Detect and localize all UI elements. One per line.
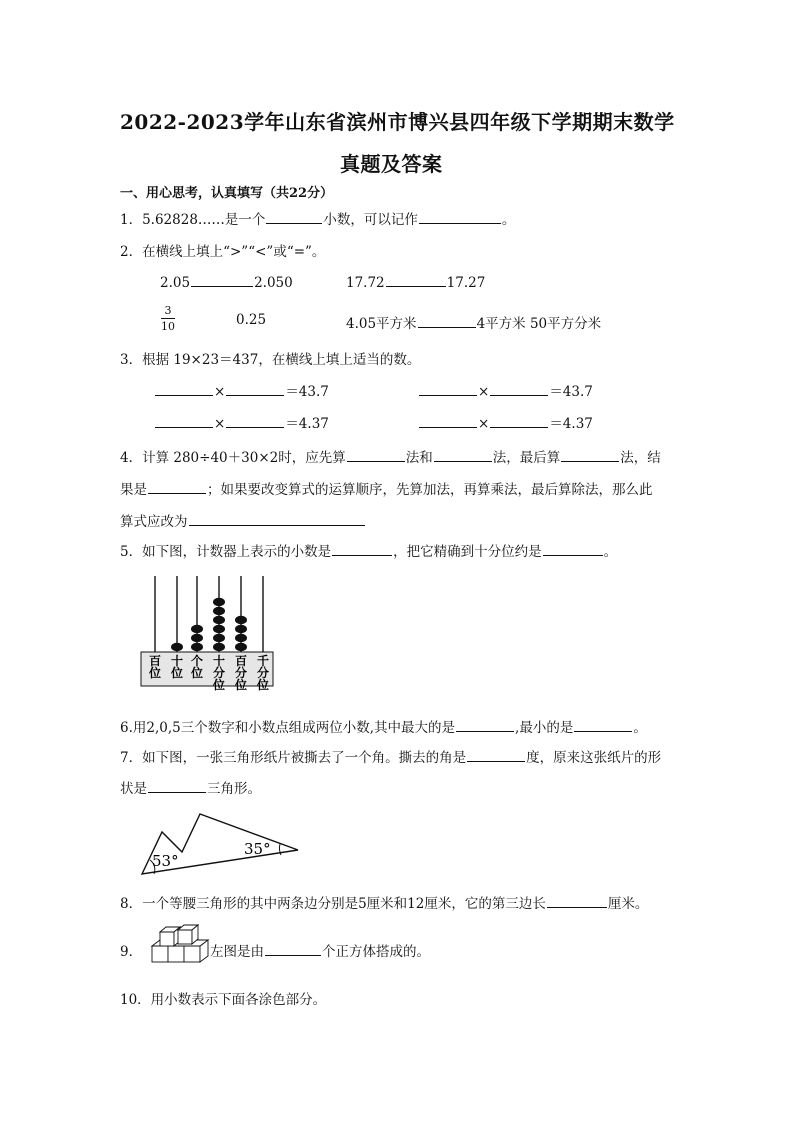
question-3-stem: 3．根据 19×23＝437，在横线上填上适当的数。 [120,352,421,368]
answer-blank[interactable] [266,209,322,224]
abacus-bead [213,607,225,615]
abacus-bead [191,625,203,633]
question-7-line2 [120,777,261,797]
q1-text-a: 1．5.62828……是一个 [120,212,266,228]
q7-text: 三角形。 [207,781,261,797]
abacus-place-label: 位 [170,666,184,680]
times-sign: × [214,384,226,400]
q2-value: 17.27 [446,275,486,291]
times-sign: × [478,384,490,400]
abacus-place-label: 百 [148,654,162,668]
q4-text: 算式应改为 [120,514,188,530]
answer-blank[interactable] [547,893,607,908]
question-6 [120,716,647,736]
q4-text: ；如果要改变算式的运算顺序，先算加法，再算乘法，最后算除法，那么此 [207,482,653,498]
q2-row1-right [346,272,485,291]
abacus-place-label: 位 [234,678,248,692]
abacus-figure [140,574,280,700]
abacus-bead [213,643,225,651]
question-10: 10．用小数表示下面各涂色部分。 [120,992,327,1008]
abacus-place-label: 位 [212,678,226,692]
fraction-three-tenths [161,304,175,333]
abacus-bead [235,625,247,633]
abacus-place-label: 千 [256,654,270,668]
q3-eq2 [418,380,593,400]
q2-value: 17.72 [346,275,385,291]
q6-text: 。 [633,720,647,736]
q3-result: ＝4.37 [285,416,329,432]
section-heading: 一、用心思考，认真填写（共22分） [120,186,334,201]
answer-blank[interactable] [467,747,525,762]
q2-value: 2.05 [160,275,191,291]
answer-blank[interactable] [155,413,213,428]
answer-blank[interactable] [191,272,253,287]
abacus-place-label: 分 [256,666,270,680]
question-2-stem: 2．在横线上填上“>”“<”或“=”。 [120,244,326,260]
q7-text: 度，原来这张纸片的形 [526,750,662,766]
answer-blank[interactable] [226,413,284,428]
answer-blank[interactable] [189,511,365,526]
fraction-denominator: 10 [161,320,175,333]
q4-text: 法，最后算 [492,450,561,466]
abacus-bead [191,634,203,642]
question-5 [120,540,617,560]
q4-text: 法，结 [620,450,661,466]
q6-text: ,最小的是 [515,720,574,736]
q9-text: 个正方体搭成的。 [322,944,430,960]
answer-blank[interactable] [332,541,392,556]
q2-value: 4平方米 50平方分米 [476,316,602,332]
torn-triangle-figure [140,810,306,878]
answer-blank[interactable] [419,209,501,224]
answer-blank[interactable] [574,717,632,732]
abacus-bead [171,643,183,651]
abacus-bead [235,634,247,642]
answer-blank[interactable] [148,479,206,494]
abacus-bead [213,634,225,642]
question-1 [120,208,515,228]
angle-label-right: 35° [244,840,271,858]
cube-stack-figure [142,922,212,968]
abacus-bead [213,598,225,606]
abacus-place-label: 位 [256,678,270,692]
q4-text: 4．计算 280÷40＋30×2时，应先算 [120,450,346,466]
abacus-place-label: 十 [170,654,184,668]
answer-blank[interactable] [155,381,213,396]
abacus-place-label: 位 [148,666,162,680]
abacus-place-label: 位 [190,666,204,680]
q4-text: 果是 [120,482,147,498]
times-sign: × [478,416,490,432]
q1-text-b: 小数，可以记作 [323,212,418,228]
answer-blank[interactable] [226,381,284,396]
q3-eq3 [154,412,329,432]
q7-text: 7．如下图，一张三角形纸片被撕去了一个角。撕去的角是 [120,750,467,766]
answer-blank[interactable] [561,447,619,462]
abacus-bead [213,616,225,624]
q2-row1-left [160,272,293,291]
abacus-bead [235,643,247,651]
page-subtitle: 真题及答案 [340,152,443,176]
q2-row2-right [346,312,601,332]
q5-text: 5．如下图，计数器上表示的小数是 [120,544,332,560]
answer-blank[interactable] [419,413,477,428]
answer-blank[interactable] [543,541,603,556]
page-title: 2022-2023学年山东省滨州市博兴县四年级下学期期末数学 [120,110,675,134]
q3-result: ＝43.7 [285,384,329,400]
abacus-place-label: 百 [234,654,248,668]
question-7-line1 [120,746,661,766]
question-9-text [210,940,430,960]
q8-text: 厘米。 [607,896,649,912]
answer-blank[interactable] [456,717,514,732]
answer-blank[interactable] [347,447,405,462]
answer-blank[interactable] [418,313,476,328]
times-sign: × [214,416,226,432]
q1-text-c: 。 [501,212,516,228]
q3-result: ＝43.7 [549,384,593,400]
q2-value: 0.25 [236,312,267,328]
abacus-bead [191,643,203,651]
q6-text: 6.用2,0,5三个数字和小数点组成两位小数,其中最大的是 [120,720,456,736]
abacus-place-label: 个 [190,654,204,668]
question-9-number: 9． [120,944,143,960]
q3-eq4 [418,412,593,432]
answer-blank[interactable] [490,381,548,396]
abacus-place-label: 分 [234,666,248,680]
answer-blank[interactable] [386,272,446,287]
q3-eq1 [154,380,329,400]
q7-text: 状是 [120,781,147,797]
q2-value: 4.05平方米 [346,316,417,332]
q9-text: 左图是由 [210,944,264,960]
q4-text: 法和 [405,450,433,466]
q2-value: 2.050 [254,275,293,291]
question-8 [120,892,648,912]
abacus-place-label: 分 [212,666,226,680]
answer-blank[interactable] [148,778,206,793]
q5-text: 。 [603,544,618,560]
angle-label-left: 53° [152,852,179,870]
fraction-numerator: 3 [164,304,172,317]
abacus-place-label: 十 [212,654,226,668]
question-4-line2 [120,478,653,498]
abacus-bead [213,625,225,633]
q8-text: 8．一个等腰三角形的其中两条边分别是5厘米和12厘米，它的第三边长 [120,896,546,912]
q3-result: ＝4.37 [549,416,593,432]
answer-blank[interactable] [265,941,321,956]
q5-text: ，把它精确到十分位约是 [393,544,542,560]
answer-blank[interactable] [419,381,477,396]
answer-blank[interactable] [434,447,492,462]
abacus-bead [235,616,247,624]
question-4-line1 [120,446,661,466]
question-4-line3 [120,510,366,530]
answer-blank[interactable] [490,413,548,428]
